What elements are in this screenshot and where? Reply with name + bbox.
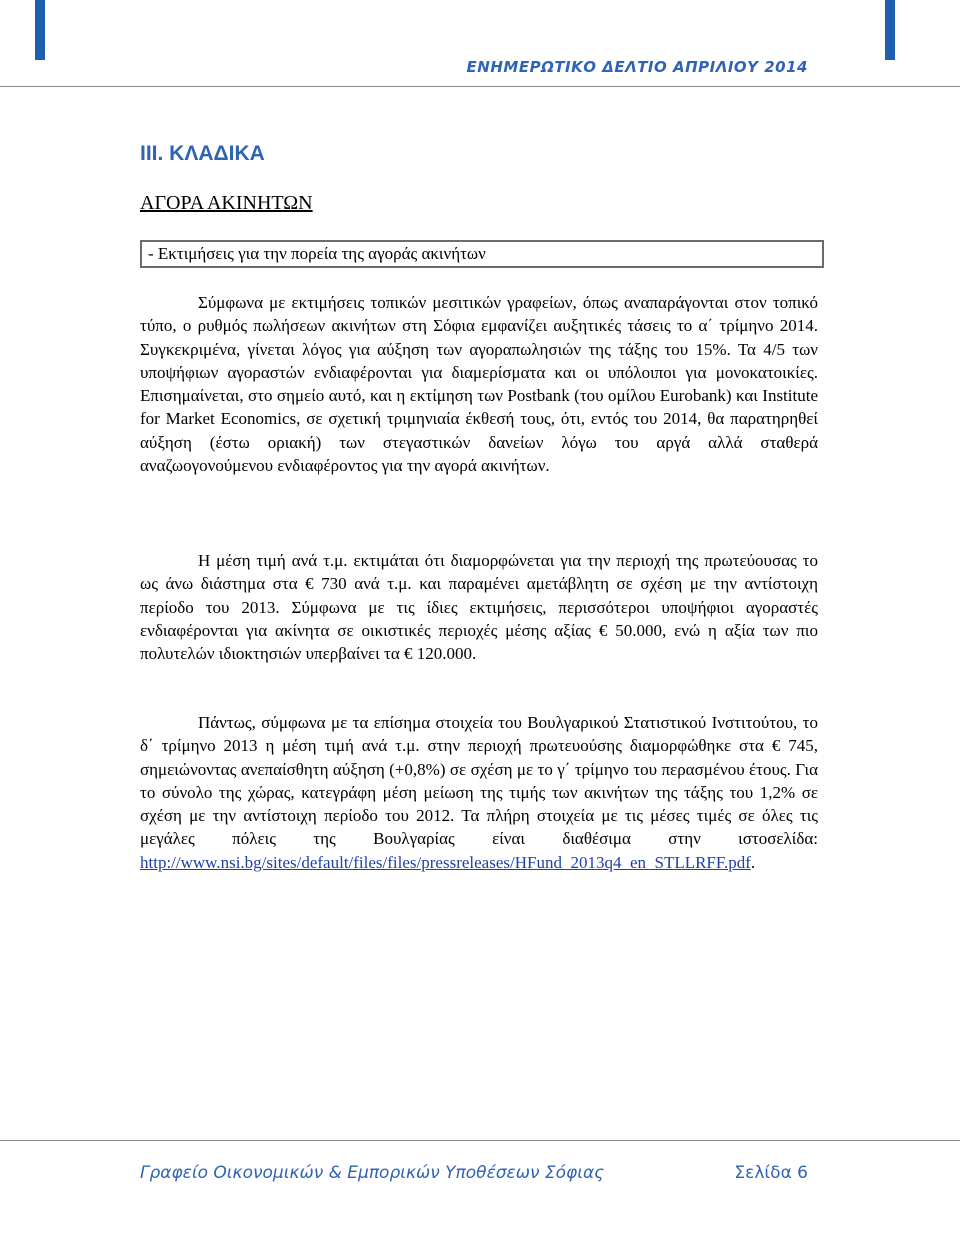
link-suffix: . <box>750 852 756 872</box>
footer-office-name: Γραφείο Οικονομικών & Εμπορικών Υποθέσεων Σόφιας <box>140 1163 605 1183</box>
topic-heading-box: - Εκτιμήσεις για την πορεία της αγοράς ακινήτων <box>140 240 824 268</box>
subsection-title: ΑΓΟΡΑ ΑΚΙΝΗΤΩΝ <box>140 192 313 214</box>
paragraph-text: Πάντως, σύμφωνα με τα επίσημα στοιχεία του Βουλγαρικού Στατιστικού Ινστιτούτου, το δ΄ τρίμηνο 2013 η μέση τιμή ανά τ.μ. στην περιοχή πρωτευούσης διαμορφώθηκε στα € 745, σημειώνοντας ανεπαίσθητη αύξηση (+0,8%) σε σχέση με το γ΄ τρίμηνο του περασμένου έτους. Για το σύνολο της χώρας, κατεγράφη μέση μείωση της τιμής των ακινήτων της τάξης του 1,2% σε σχέση με την αντίστοιχη περίοδο του 2012. Τα πλήρη στοιχεία με τις μέσες τιμές σε όλες τις μεγάλες πόλεις της Βουλγαρίας είναι διαθέσιμα στην ιστοσελίδα: <box>140 713 818 849</box>
paragraph-text: Σύμφωνα με εκτιμήσεις τοπικών μεσιτικών γραφείων, όπως αναπαράγονται στον τοπικό τύπο, ο ρυθμός πωλήσεων ακινήτων στη Σόφια εμφανίζει αυξητικές τάσεις το α΄ τρίμηνο 2014. Συγκεκριμένα, γίνεται λόγος για αύξηση των αγοραπωλησιών της τάξης του 15%. Τα 4/5 των υποψήφιων αγοραστών ενδιαφέρονται για διαμερίσματα και οι υπόλοιποι για μονοκατοικίες. Επισημαίνεται, στο σημείο αυτό, και η εκτίμηση των Postbank (του ομίλου Eurobank) και Institute for Market Economics, σε σχετική τριμηνιαία έκθεσή τους, ότι, εντός του 2014, θα παρατηρηθεί αύξηση (έστω οριακή) των στεγαστικών δανείων λόγω του αργά αλλά σταθερά αναζωογονούμενου ενδιαφέροντος για την αγορά ακινήτων. <box>140 293 818 476</box>
header-decoration-right <box>885 0 895 60</box>
paragraph-sales-trend <box>140 291 818 477</box>
paragraph-average-price <box>140 549 818 665</box>
header-decoration-left <box>35 0 45 60</box>
paragraph-official-statistics <box>140 711 818 874</box>
footer-page-number: Σελίδα 6 <box>734 1163 808 1183</box>
footer-divider <box>0 1140 960 1141</box>
section-title: ΙΙΙ. ΚΛΑΔΙΚΑ <box>140 142 265 165</box>
paragraph-text: Η μέση τιμή ανά τ.μ. εκτιμάται ότι διαμορφώνεται για την περιοχή της πρωτεύουσας το ως άνω διάστημα στα € 730 ανά τ.μ. και παραμένει αμετάβλητη σε σχέση με την αντίστοιχη περίοδο του 2013. Σύμφωνα με τις ίδιες εκτιμήσεις, περισσότεροι υποψήφιοι αγοραστές ενδιαφέρονται για ακίνητα σε οικιστικές περιοχές μέσης αξίας € 50.000, ενώ η αξία των πιο πολυτελών ιδιοκτησιών υπερβαίνει τα € 120.000. <box>140 551 818 664</box>
running-header: ΕΝΗΜΕΡΩΤΙΚΟ ΔΕΛΤΙΟ ΑΠΡΙΛΙΟΥ 2014 <box>466 58 808 76</box>
nsi-report-link[interactable]: http://www.nsi.bg/sites/default/files/files/pressreleases/HFund_2013q4_en_STLLRFF.pdf <box>140 852 751 872</box>
header-divider <box>0 86 960 87</box>
